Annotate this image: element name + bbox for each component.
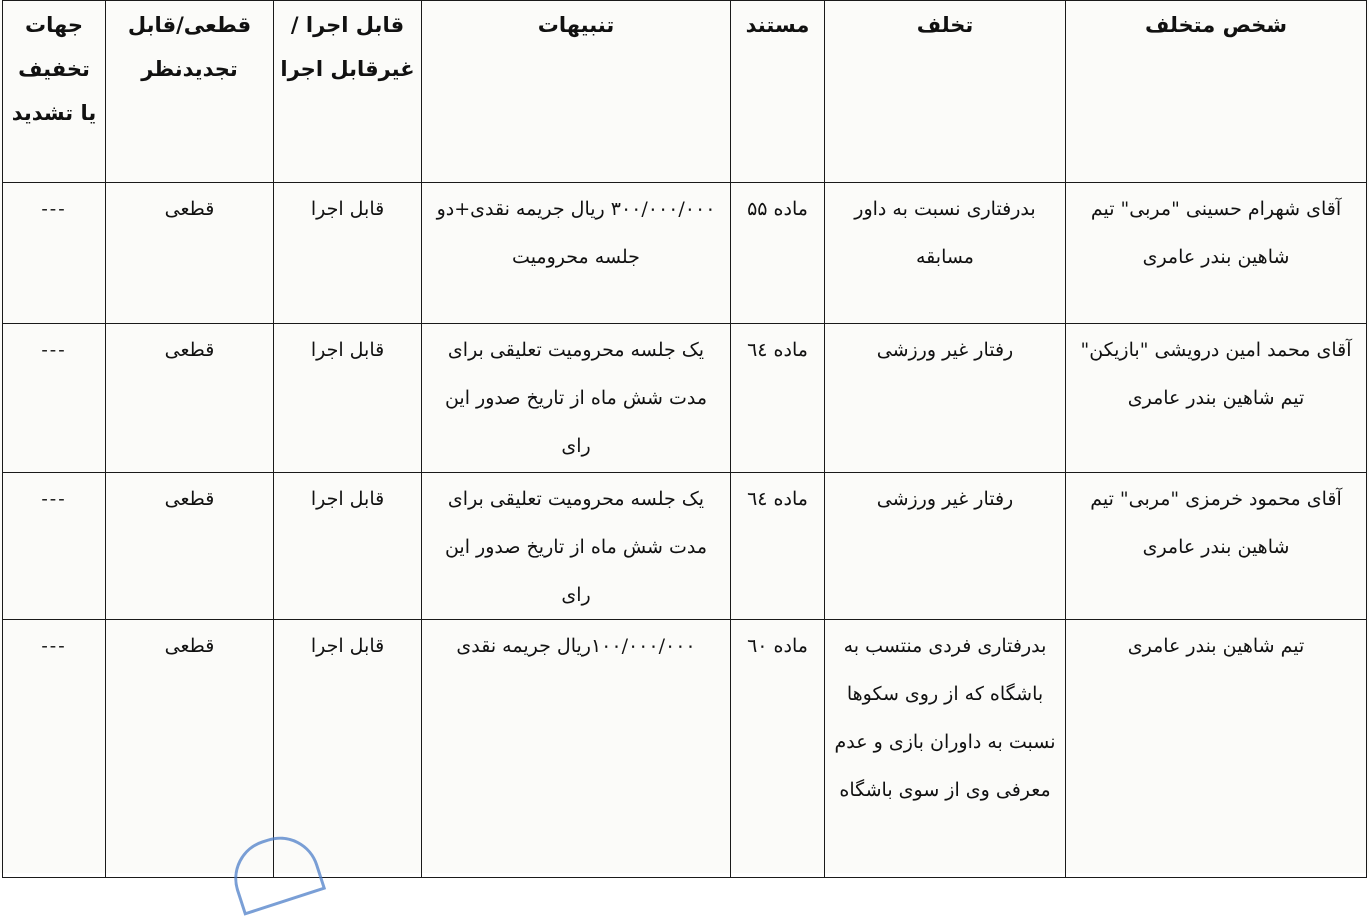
cell-mitigation: ---: [3, 183, 106, 324]
header-violation: تخلف: [825, 1, 1066, 183]
table-header-row: [3, 1, 1367, 183]
cell-penalties: ۱۰۰/۰۰۰/۰۰۰ریال جریمه نقدی: [422, 620, 731, 878]
cell-reference: ماده ٦٠: [731, 620, 825, 878]
disciplinary-rulings-table: [2, 0, 1367, 878]
cell-offender: تیم شاهین بندر عامری: [1066, 620, 1367, 878]
table-row: [3, 620, 1367, 878]
header-mitigation: جهات تخفیف یا تشدید: [3, 1, 106, 183]
header-offender: شخص متخلف: [1066, 1, 1367, 183]
header-final: قطعی/قابل تجدیدنظر: [106, 1, 274, 183]
cell-enforceable: قابل اجرا: [274, 620, 422, 878]
cell-offender: آقای محمود خرمزی "مربی" تیم شاهین بندر عامری: [1066, 473, 1367, 620]
table-row: [3, 324, 1367, 473]
cell-enforceable: قابل اجرا: [274, 183, 422, 324]
cell-reference: ماده ٦٤: [731, 324, 825, 473]
cell-penalties: یک جلسه محرومیت تعلیقی برای مدت شش ماه از تاریخ صدور این رای: [422, 473, 731, 620]
cell-final: قطعی: [106, 324, 274, 473]
cell-mitigation: ---: [3, 473, 106, 620]
header-penalties: تنبیهات: [422, 1, 731, 183]
cell-violation: رفتار غیر ورزشی: [825, 324, 1066, 473]
cell-mitigation: ---: [3, 324, 106, 473]
cell-enforceable: قابل اجرا: [274, 473, 422, 620]
header-enforceable: قابل اجرا /غیرقابل اجرا: [274, 1, 422, 183]
cell-reference: ماده ۵۵: [731, 183, 825, 324]
cell-mitigation: ---: [3, 620, 106, 878]
cell-violation: بدرفتاری نسبت به داور مسابقه: [825, 183, 1066, 324]
cell-final: قطعی: [106, 620, 274, 878]
table-row: [3, 473, 1367, 620]
cell-reference: ماده ٦٤: [731, 473, 825, 620]
cell-offender: آقای محمد امین درویشی "بازیکن" تیم شاهین بندر عامری: [1066, 324, 1367, 473]
cell-violation: رفتار غیر ورزشی: [825, 473, 1066, 620]
cell-penalties: یک جلسه محرومیت تعلیقی برای مدت شش ماه از تاریخ صدور این رای: [422, 324, 731, 473]
cell-penalties: ۳۰۰/۰۰۰/۰۰۰ ریال جریمه نقدی+دو جلسه محرومیت: [422, 183, 731, 324]
cell-violation: بدرفتاری فردی منتسب به باشگاه که از روی سکوها نسبت به داوران بازی و عدم معرفی وی از سوی باشگاه: [825, 620, 1066, 878]
header-reference: مستند: [731, 1, 825, 183]
cell-final: قطعی: [106, 473, 274, 620]
table-row: [3, 183, 1367, 324]
cell-final: قطعی: [106, 183, 274, 324]
cell-offender: آقای شهرام حسینی "مربی" تیم شاهین بندر عامری: [1066, 183, 1367, 324]
cell-enforceable: قابل اجرا: [274, 324, 422, 473]
